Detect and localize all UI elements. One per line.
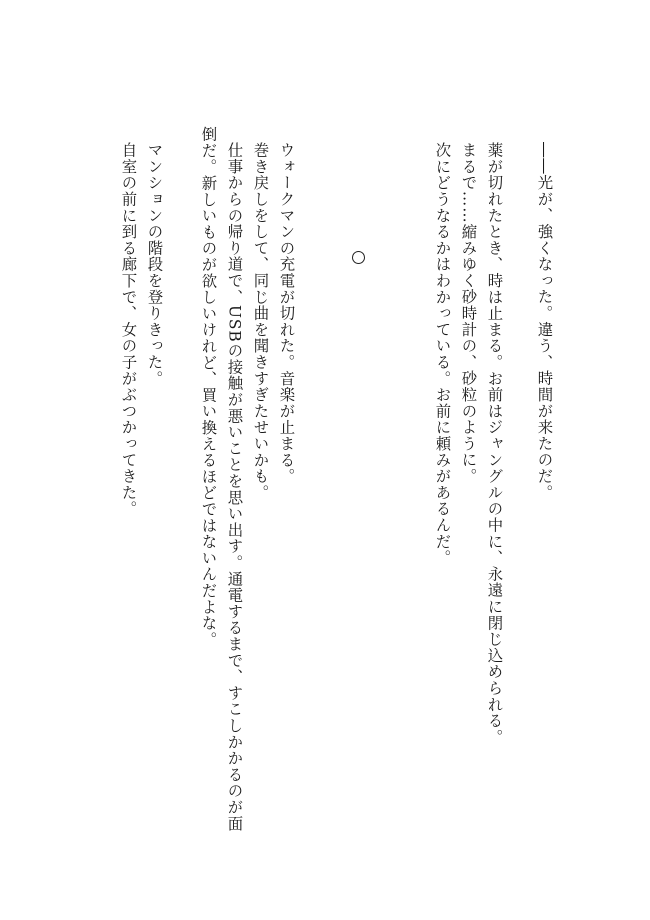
text-line-7: 仕事からの帰り道で、USBの接触が悪いことを思い出す。通電するまで、すこしかかるのが面 — [225, 142, 244, 832]
text-line-3: まるで……縮みゆく砂時計の、砂粒のように。 — [459, 142, 478, 485]
text-line-8: 倒だ。新しいものが欲しいけれど、買い換えるほどではないんだよな。 — [199, 126, 218, 648]
text-line-1: ――光が、強くなった。違う、時間が来たのだ。 — [535, 142, 554, 501]
text-line-2: 薬が切れたとき、時は止まる。お前はジャングルの中に、永遠に閉じ込められる。 — [485, 142, 504, 746]
text-line-9: マンションの階段を登りきった。 — [145, 142, 164, 387]
text-line-6: 巻き戻しをして、同じ曲を聞きすぎたせいかも。 — [251, 142, 270, 501]
text-line-5: ウォークマンの充電が切れた。音楽が止まる。 — [277, 142, 296, 485]
text-line-4: 次にどうなるかはわかっている。お前に頼みがあるんだ。 — [433, 142, 452, 566]
section-separator-circle — [352, 251, 365, 264]
text-line-10: 自室の前に到る廊下で、女の子がぶつかってきた。 — [119, 142, 138, 517]
